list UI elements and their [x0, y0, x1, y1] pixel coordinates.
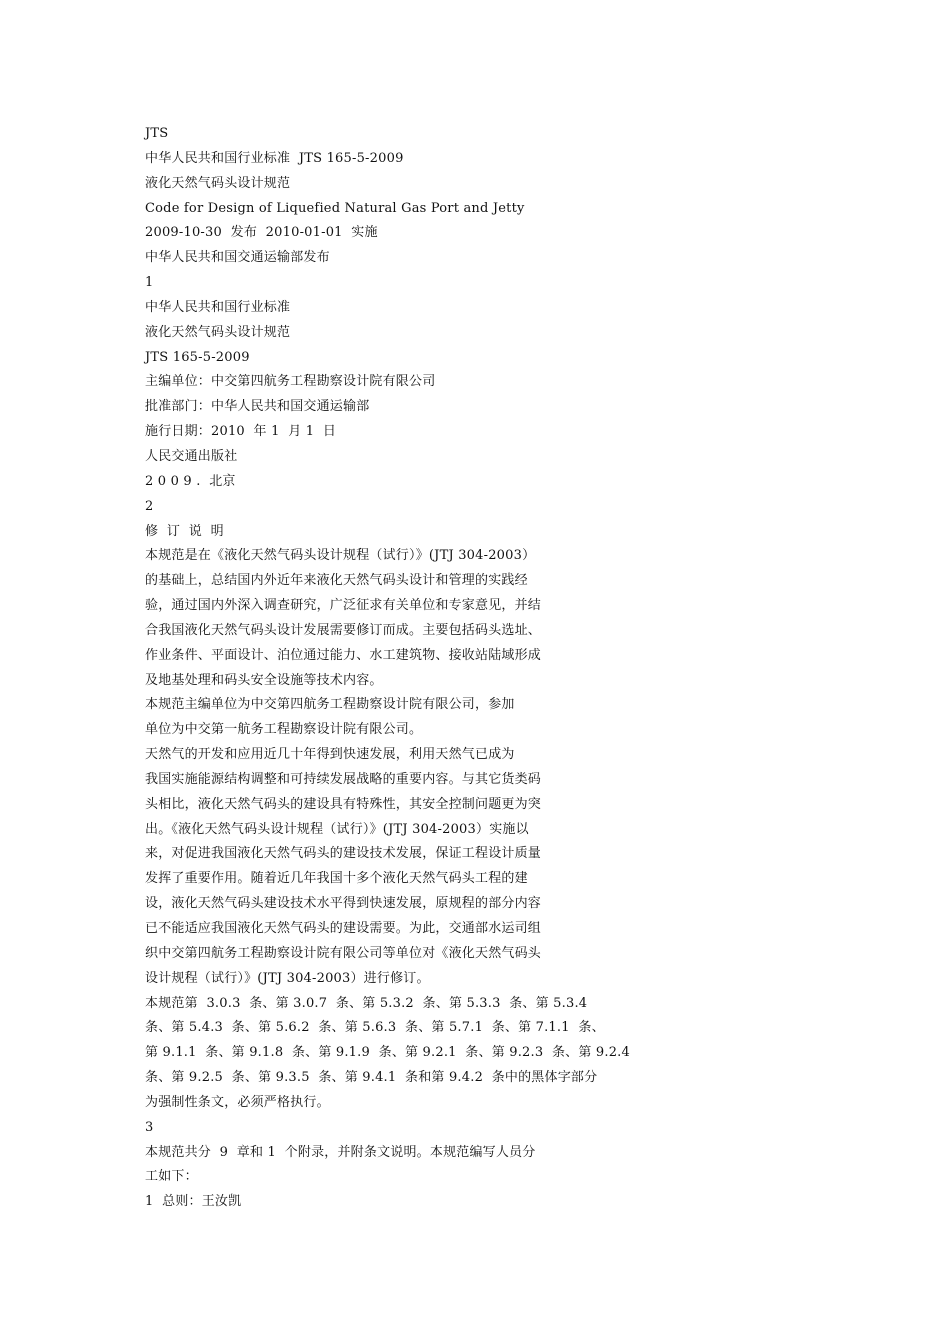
document-page: [145, 122, 845, 1215]
text-line: 验，通过国内外深入调查研究，广泛征求有关单位和专家意见，并结: [145, 598, 542, 614]
text-line: 织中交第四航务工程勘察设计院有限公司等单位对《液化天然气码头: [145, 945, 542, 961]
text-line: 第 9.1.1 条、第 9.1.8 条、第 9.1.9 条、第 9.2.1 条、第 9.2.3 条、第 9.2.4: [145, 1045, 630, 1061]
effective-date: 施行日期：2010 年 1 月 1 日: [145, 424, 337, 440]
text-line: 条、第 9.2.5 条、第 9.3.5 条、第 9.4.1 条和第 9.4.2 条中的黑体字部分: [145, 1070, 598, 1086]
text-line: 天然气的开发和应用近几十年得到快速发展，利用天然气已成为: [145, 747, 515, 763]
publish-year-place: 2 0 0 9 . 北京: [145, 473, 236, 489]
text-line: 条、第 5.4.3 条、第 5.6.2 条、第 5.6.3 条、第 5.7.1 条、第 7.1.1 条、: [145, 1020, 605, 1036]
text-line: 设，液化天然气码头建设技术水平得到快速发展，原规程的部分内容: [145, 896, 542, 912]
text-line: 单位为中交第一航务工程勘察设计院有限公司。: [145, 722, 423, 738]
standard-type: 中华人民共和国行业标准: [145, 299, 291, 315]
text-line: 出。《液化天然气码头设计规程（试行）》(JTJ 304-2003）实施以: [145, 821, 529, 837]
text-line: 已不能适应我国液化天然气码头的建设需要。为此，交通部水运司组: [145, 921, 542, 936]
document-title-en: Code for Design of Liquefied Natural Gas Port and Jetty: [145, 200, 525, 216]
approval-department: 批准部门：中华人民共和国交通运输部: [145, 399, 370, 415]
text-line: 发挥了重要作用。随着近几年我国十多个液化天然气码头工程的建: [145, 871, 528, 887]
publisher: 人民交通出版社: [145, 448, 238, 464]
publish-dates: 2009-10-30 发布 2010-01-01 实施: [145, 225, 378, 241]
document-title-cn: 液化天然气码头设计规范: [145, 175, 291, 191]
text-line: 本规范是在《液化天然气码头设计规程（试行）》(JTJ 304-2003）: [145, 548, 536, 564]
text-line: 设计规程（试行）》(JTJ 304-2003）进行修订。: [145, 970, 430, 986]
page-number: 3: [145, 1119, 154, 1135]
document-title-cn: 液化天然气码头设计规范: [145, 324, 291, 340]
text-line: 合我国液化天然气码头设计发展需要修订而成。主要包括码头选址、: [145, 622, 542, 638]
text-line: 来，对促进我国液化天然气码头的建设技术发展，保证工程设计质量: [145, 846, 542, 862]
text-line: 我国实施能源结构调整和可持续发展战略的重要内容。与其它货类码: [145, 771, 542, 787]
standard-title-line: 中华人民共和国行业标准 JTS 165-5-2009: [145, 150, 404, 166]
issuing-authority: 中华人民共和国交通运输部发布: [145, 250, 330, 266]
text-line: 作业条件、平面设计、泊位通过能力、水工建筑物、接收站陆域形成: [145, 647, 542, 663]
text-line: 本规范第 3.0.3 条、第 3.0.7 条、第 5.3.2 条、第 5.3.3 条、第 5.3.4: [145, 995, 588, 1011]
text-line: 本规范主编单位为中交第四航务工程勘察设计院有限公司，参加: [145, 697, 515, 713]
text-line: 1 总则：王汝凯: [145, 1194, 242, 1210]
text-line: 的基础上，总结国内外近年来液化天然气码头设计和管理的实践经: [145, 573, 528, 589]
text-line: 头相比，液化天然气码头的建设具有特殊性，其安全控制问题更为突: [145, 796, 542, 812]
text-line: 为强制性条文，必须严格执行。: [145, 1094, 330, 1110]
doc-code-label: JTS: [145, 126, 169, 141]
text-line: 及地基处理和码头安全设施等技术内容。: [145, 672, 383, 688]
chief-editor-unit: 主编单位：中交第四航务工程勘察设计院有限公司: [145, 374, 436, 390]
text-line: 本规范共分 9 章和 1 个附录，并附条文说明。本规范编写人员分: [145, 1144, 536, 1160]
page-number: 2: [145, 498, 154, 514]
page-number: 1: [145, 275, 154, 291]
section-heading: 修 订 说 明: [145, 523, 224, 539]
text-line: 工如下：: [145, 1169, 198, 1185]
standard-number: JTS 165-5-2009: [145, 349, 250, 365]
